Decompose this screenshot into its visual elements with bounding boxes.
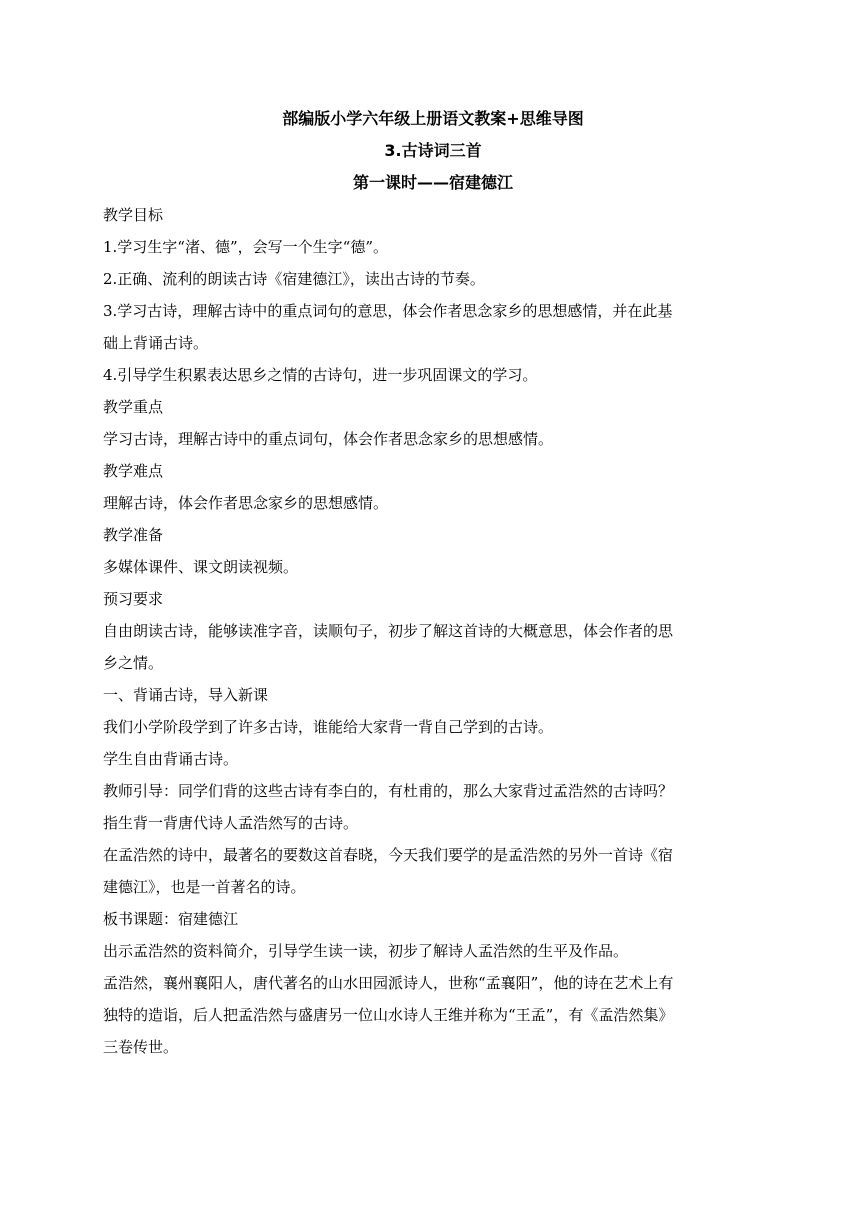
paragraph-line: 3.学习古诗，理解古诗中的重点词句的意思，体会作者思念家乡的思想感情，并在此基 [103, 302, 673, 320]
paragraph-line: 础上背诵古诗。 [103, 334, 209, 352]
paragraph-line: 三卷传世。 [103, 1038, 179, 1056]
paragraph-line: 学生自由背诵古诗。 [103, 750, 239, 768]
section-heading-key-points: 教学重点 [103, 398, 164, 416]
paragraph-line: 在孟浩然的诗中，最著名的要数这首春晓，今天我们要学的是孟浩然的另外一首诗《宿 [103, 846, 674, 864]
paragraph-line: 1.学习生字“渚、德”，会写一个生字“德”。 [103, 238, 388, 256]
paragraph-line: 独特的造诣，后人把孟浩然与盛唐另一位山水诗人王维并称为“王孟”，有《孟浩然集》 [103, 1006, 674, 1024]
paragraph-line: 乡之情。 [103, 654, 164, 672]
section-heading-difficulties: 教学难点 [103, 462, 164, 480]
paragraph-line: 理解古诗，体会作者思念家乡的思想感情。 [103, 494, 389, 512]
document-title: 部编版小学六年级上册语文教案+思维导图 [282, 109, 584, 128]
lesson-title: 第一课时——宿建德江 [352, 173, 513, 192]
document-body [103, 103, 763, 1063]
paragraph-line: 教师引导：同学们背的这些古诗有李白的，有杜甫的，那么大家背过孟浩然的古诗吗？ [103, 782, 674, 800]
paragraph-line: 板书课题：宿建德江 [103, 910, 239, 928]
paragraph-line: 建德江》，也是一首著名的诗。 [103, 878, 306, 896]
paragraph-line: 2.正确、流利的朗读古诗《宿建德江》，读出古诗的节奏。 [103, 270, 485, 288]
section-heading-objectives: 教学目标 [103, 206, 164, 224]
section-heading-preview: 预习要求 [103, 590, 164, 608]
paragraph-line: 出示孟浩然的资料简介，引导学生读一读，初步了解诗人孟浩然的生平及作品。 [103, 942, 629, 960]
section-heading-preparation: 教学准备 [103, 526, 164, 544]
document-subtitle: 3.古诗词三首 [384, 141, 482, 160]
paragraph-line: 我们小学阶段学到了许多古诗，谁能给大家背一背自己学到的古诗。 [103, 718, 554, 736]
paragraph-line: 学习古诗，理解古诗中的重点词句，体会作者思念家乡的思想感情。 [103, 430, 554, 448]
section-heading-part-one: 一、背诵古诗，导入新课 [103, 686, 269, 704]
paragraph-line: 多媒体课件、课文朗读视频。 [103, 558, 299, 576]
paragraph-line: 孟浩然，襄州襄阳人，唐代著名的山水田园派诗人，世称“孟襄阳”，他的诗在艺术上有 [103, 974, 674, 992]
paragraph-line: 指生背一背唐代诗人孟浩然写的古诗。 [103, 814, 359, 832]
paragraph-line: 4.引导学生积累表达思乡之情的古诗句，进一步巩固课文的学习。 [103, 366, 538, 384]
paragraph-line: 自由朗读古诗，能够读准字音，读顺句子，初步了解这首诗的大概意思，体会作者的思 [103, 622, 674, 640]
